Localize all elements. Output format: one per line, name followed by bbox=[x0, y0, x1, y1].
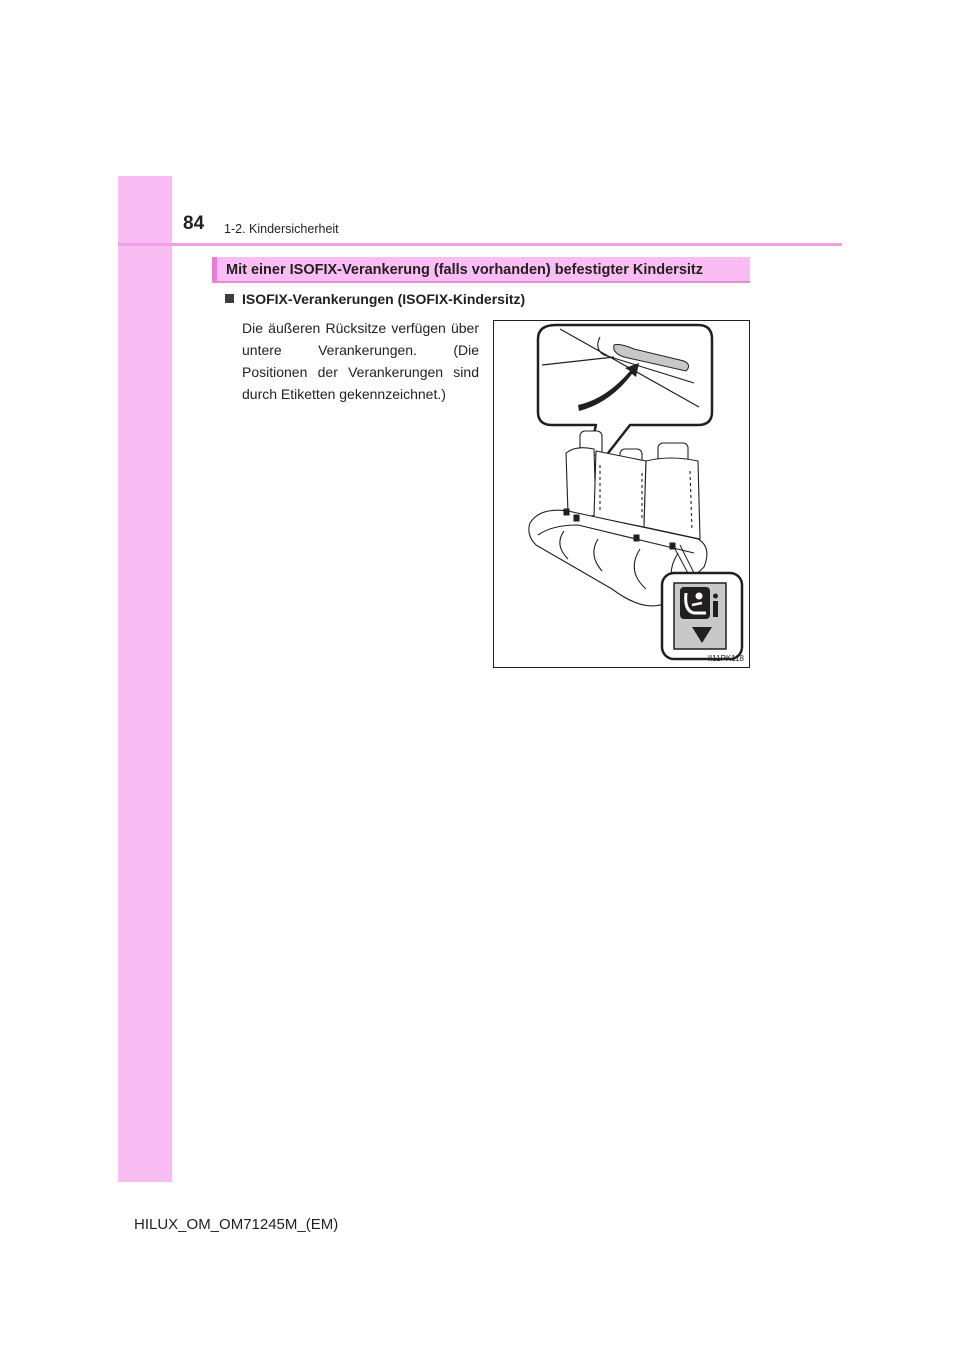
figure-code: II11PK118 bbox=[707, 654, 744, 663]
page-number: 84 bbox=[183, 213, 205, 234]
rear-seat-illustration bbox=[494, 321, 749, 667]
subheading-text: ISOFIX-Verankerungen (ISOFIX-Kindersitz) bbox=[242, 291, 526, 307]
subheading bbox=[225, 290, 525, 308]
footer-doc-id: HILUX_OM_OM71245M_(EM) bbox=[134, 1216, 339, 1233]
isofix-figure bbox=[493, 320, 750, 668]
side-tab-band bbox=[118, 176, 172, 1182]
section-heading bbox=[212, 257, 750, 283]
bullet-square-icon bbox=[225, 294, 234, 303]
header-rule bbox=[118, 243, 842, 246]
body-paragraph: Die äußeren Rücksitze verfügen über untere Verankerungen. (Die Positionen der Verankerungen sind durch Etiketten gekennzeichnet.) bbox=[242, 320, 479, 402]
isofix-label-callout bbox=[662, 573, 742, 659]
section-heading-text: Mit einer ISOFIX-Verankerung (falls vorhanden) befestigter Kindersitz bbox=[226, 262, 703, 278]
chapter-title: 1-2. Kindersicherheit bbox=[224, 222, 339, 236]
